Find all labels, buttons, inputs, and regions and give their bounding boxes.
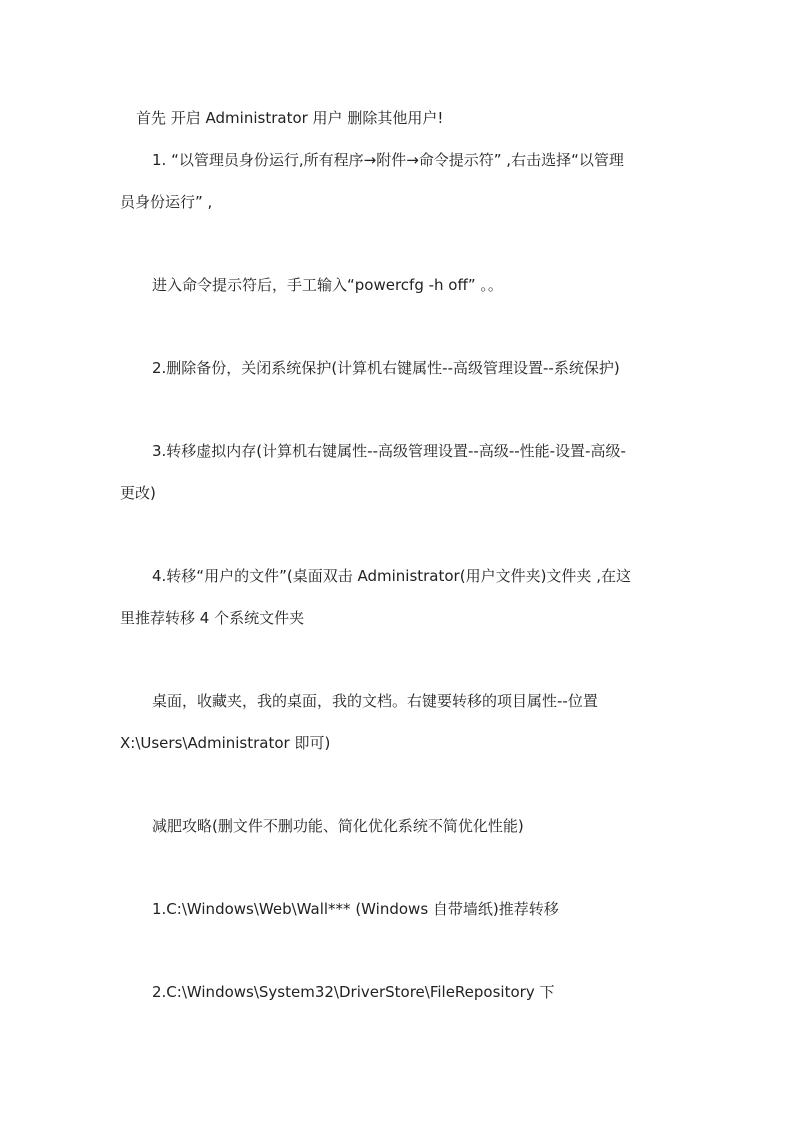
text-line: 2.删除备份，关闭系统保护(计算机右键属性--高级管理设置--系统保护) — [152, 359, 620, 377]
text-line: 减肥攻略(删文件不删功能、简化优化系统不简优化性能) — [152, 817, 524, 835]
text-line: 员身份运行” , — [120, 193, 213, 211]
text-line: 4.转移“用户的文件”(桌面双击 Administrator(用户文件夹)文件夹 ,在这 — [152, 567, 631, 585]
text-line: 桌面，收藏夹，我的桌面，我的文档。右键要转移的项目属性--位置 — [152, 692, 598, 710]
text-line: 1.C:\Windows\Web\Wall*** (Windows 自带墙纸)推荐转移 — [152, 900, 559, 918]
text-line: 进入命令提示符后，手工输入“powercfg -h off” 。。 — [152, 276, 503, 294]
text-line: 里推荐转移 4 个系统文件夹 — [120, 609, 305, 627]
text-line: 更改) — [120, 484, 156, 502]
text-line: 1. “以管理员身份运行,所有程序→附件→命令提示符” ,右击选择“以管理 — [152, 151, 624, 169]
text-line: 首先 开启 Administrator 用户 删除其他用户! — [136, 109, 444, 127]
text-line: X:\Users\Administrator 即可) — [120, 734, 331, 752]
text-line: 2.C:\Windows\System32\DriverStore\FileRepository 下 — [152, 983, 555, 1001]
text-line: 3.转移虚拟内存(计算机右键属性--高级管理设置--高级--性能-设置-高级- — [152, 442, 626, 460]
